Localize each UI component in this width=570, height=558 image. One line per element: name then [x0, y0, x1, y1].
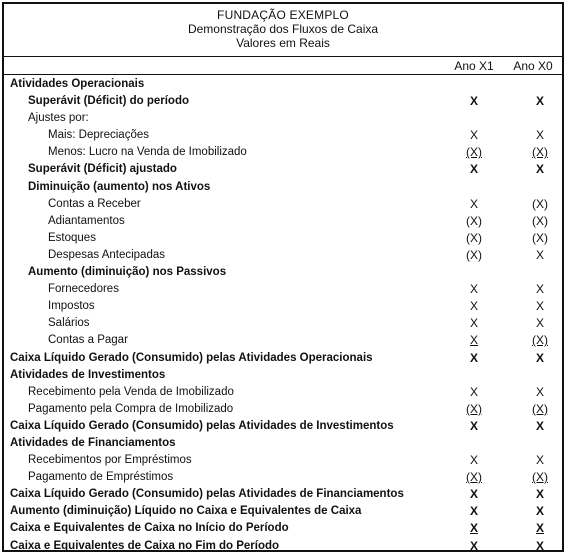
value-ano-x1: X	[469, 94, 478, 109]
row-label: Superávit (Déficit) ajustado	[28, 163, 177, 176]
row-label: Impostos	[48, 300, 95, 313]
value-ano-x1: X	[469, 282, 478, 297]
table-row	[4, 110, 562, 127]
table-row	[4, 144, 562, 161]
row-label: Contas a Receber	[48, 197, 141, 210]
value-ano-x1: (X)	[466, 401, 482, 416]
value-ano-x1: X	[469, 538, 478, 553]
value-ano-x0: (X)	[532, 333, 548, 348]
table-row	[4, 196, 562, 213]
row-label: Despesas Antecipadas	[48, 248, 165, 261]
row-label: Adiantamentos	[48, 214, 125, 227]
value-ano-x1: X	[469, 521, 478, 536]
value-ano-x0: X	[535, 487, 544, 502]
row-label: Caixa Líquido Gerado (Consumido) pelas Atividades Operacionais	[10, 351, 373, 364]
value-ano-x1: (X)	[466, 213, 482, 228]
value-ano-x1: (X)	[466, 145, 482, 160]
column-header-x1: Ano X1	[454, 59, 494, 73]
row-label: Caixa Líquido Gerado (Consumido) pelas Atividades de Financiamentos	[10, 488, 404, 501]
table-row	[4, 264, 562, 281]
table-row	[4, 503, 562, 520]
table-row	[4, 367, 562, 384]
table-row	[4, 127, 562, 144]
value-ano-x0: X	[535, 453, 544, 468]
row-label: Menos: Lucro na Venda de Imobilizado	[48, 146, 247, 159]
table-row	[4, 452, 562, 469]
value-ano-x0: (X)	[532, 213, 548, 228]
row-label: Recebimentos por Empréstimos	[28, 454, 192, 467]
row-label: Caixa e Equivalentes de Caixa no Fim do Período	[10, 539, 280, 552]
row-label: Diminuição (aumento) nos Ativos	[28, 180, 211, 193]
row-label: Estoques	[48, 231, 96, 244]
table-row	[4, 520, 562, 537]
value-ano-x1: X	[469, 299, 478, 314]
table-row	[4, 469, 562, 486]
column-header-x0: Ano X0	[513, 59, 553, 73]
table-row	[4, 538, 562, 555]
cash-flow-statement	[2, 2, 564, 552]
table-row	[4, 230, 562, 247]
value-ano-x1: (X)	[466, 247, 482, 262]
row-label: Salários	[48, 317, 90, 330]
table-row	[4, 76, 562, 93]
value-ano-x0: X	[535, 94, 544, 109]
row-label: Ajustes por:	[28, 112, 89, 125]
value-ano-x0: X	[535, 247, 544, 262]
table-row	[4, 315, 562, 332]
table-row	[4, 179, 562, 196]
value-ano-x0: X	[535, 350, 544, 365]
value-ano-x0: X	[535, 162, 544, 177]
value-ano-x1: X	[469, 350, 478, 365]
row-label: Aumento (diminuição) nos Passivos	[28, 266, 227, 279]
row-label: Atividades de Investimentos	[10, 368, 166, 381]
value-ano-x1: (X)	[466, 230, 482, 245]
table-row	[4, 350, 562, 367]
row-label: Contas a Pagar	[48, 334, 128, 347]
table-row	[4, 281, 562, 298]
value-ano-x1: X	[469, 418, 478, 433]
value-ano-x0: (X)	[532, 145, 548, 160]
row-label: Superávit (Déficit) do período	[28, 95, 190, 108]
table-row	[4, 435, 562, 452]
value-ano-x0: (X)	[532, 230, 548, 245]
table-row	[4, 247, 562, 264]
value-ano-x1: X	[469, 384, 478, 399]
row-label: Caixa e Equivalentes de Caixa no Início do Período	[10, 522, 289, 535]
row-label: Pagamento de Empréstimos	[28, 471, 174, 484]
table-row	[4, 418, 562, 435]
value-ano-x0: X	[535, 538, 544, 553]
value-ano-x0: (X)	[532, 196, 548, 211]
value-ano-x1: X	[469, 453, 478, 468]
row-label: Atividades Operacionais	[10, 78, 145, 90]
value-ano-x0: X	[535, 521, 544, 536]
value-ano-x1: X	[469, 333, 478, 348]
statement-header	[4, 4, 562, 54]
value-ano-x1: X	[469, 504, 478, 519]
value-ano-x0: X	[535, 316, 544, 331]
table-row	[4, 332, 562, 349]
statement-rows	[4, 76, 562, 555]
table-row	[4, 161, 562, 178]
value-ano-x1: X	[469, 128, 478, 143]
value-ano-x0: X	[535, 128, 544, 143]
header-divider	[4, 56, 562, 57]
value-ano-x0: (X)	[532, 401, 548, 416]
table-row	[4, 213, 562, 230]
organization-name: FUNDAÇÃO EXEMPLO	[217, 8, 349, 22]
value-ano-x0: X	[535, 282, 544, 297]
value-ano-x0: X	[535, 504, 544, 519]
table-row	[4, 486, 562, 503]
row-label: Atividades de Financiamentos	[10, 436, 176, 449]
row-label: Caixa Líquido Gerado (Consumido) pelas Atividades de Investimentos	[10, 419, 394, 432]
value-ano-x0: (X)	[532, 470, 548, 485]
table-row	[4, 93, 562, 110]
row-label: Mais: Depreciações	[48, 129, 149, 142]
value-ano-x1: X	[469, 487, 478, 502]
value-ano-x0: X	[535, 299, 544, 314]
row-label: Aumento (diminuição) Líquido no Caixa e Equivalentes de Caixa	[10, 505, 362, 518]
value-ano-x1: X	[469, 316, 478, 331]
column-header-divider	[4, 74, 562, 75]
value-ano-x0: X	[535, 384, 544, 399]
value-ano-x1: X	[469, 162, 478, 177]
value-ano-x0: X	[535, 418, 544, 433]
statement-subtitle: Valores em Reais	[236, 36, 330, 50]
table-row	[4, 401, 562, 418]
value-ano-x1: X	[469, 196, 478, 211]
row-label: Pagamento pela Compra de Imobilizado	[28, 402, 234, 415]
table-row	[4, 384, 562, 401]
row-label: Fornecedores	[48, 283, 119, 296]
row-label: Recebimento pela Venda de Imobilizado	[28, 385, 234, 398]
statement-title: Demonstração dos Fluxos de Caixa	[187, 22, 379, 36]
value-ano-x1: (X)	[466, 470, 482, 485]
table-row	[4, 298, 562, 315]
